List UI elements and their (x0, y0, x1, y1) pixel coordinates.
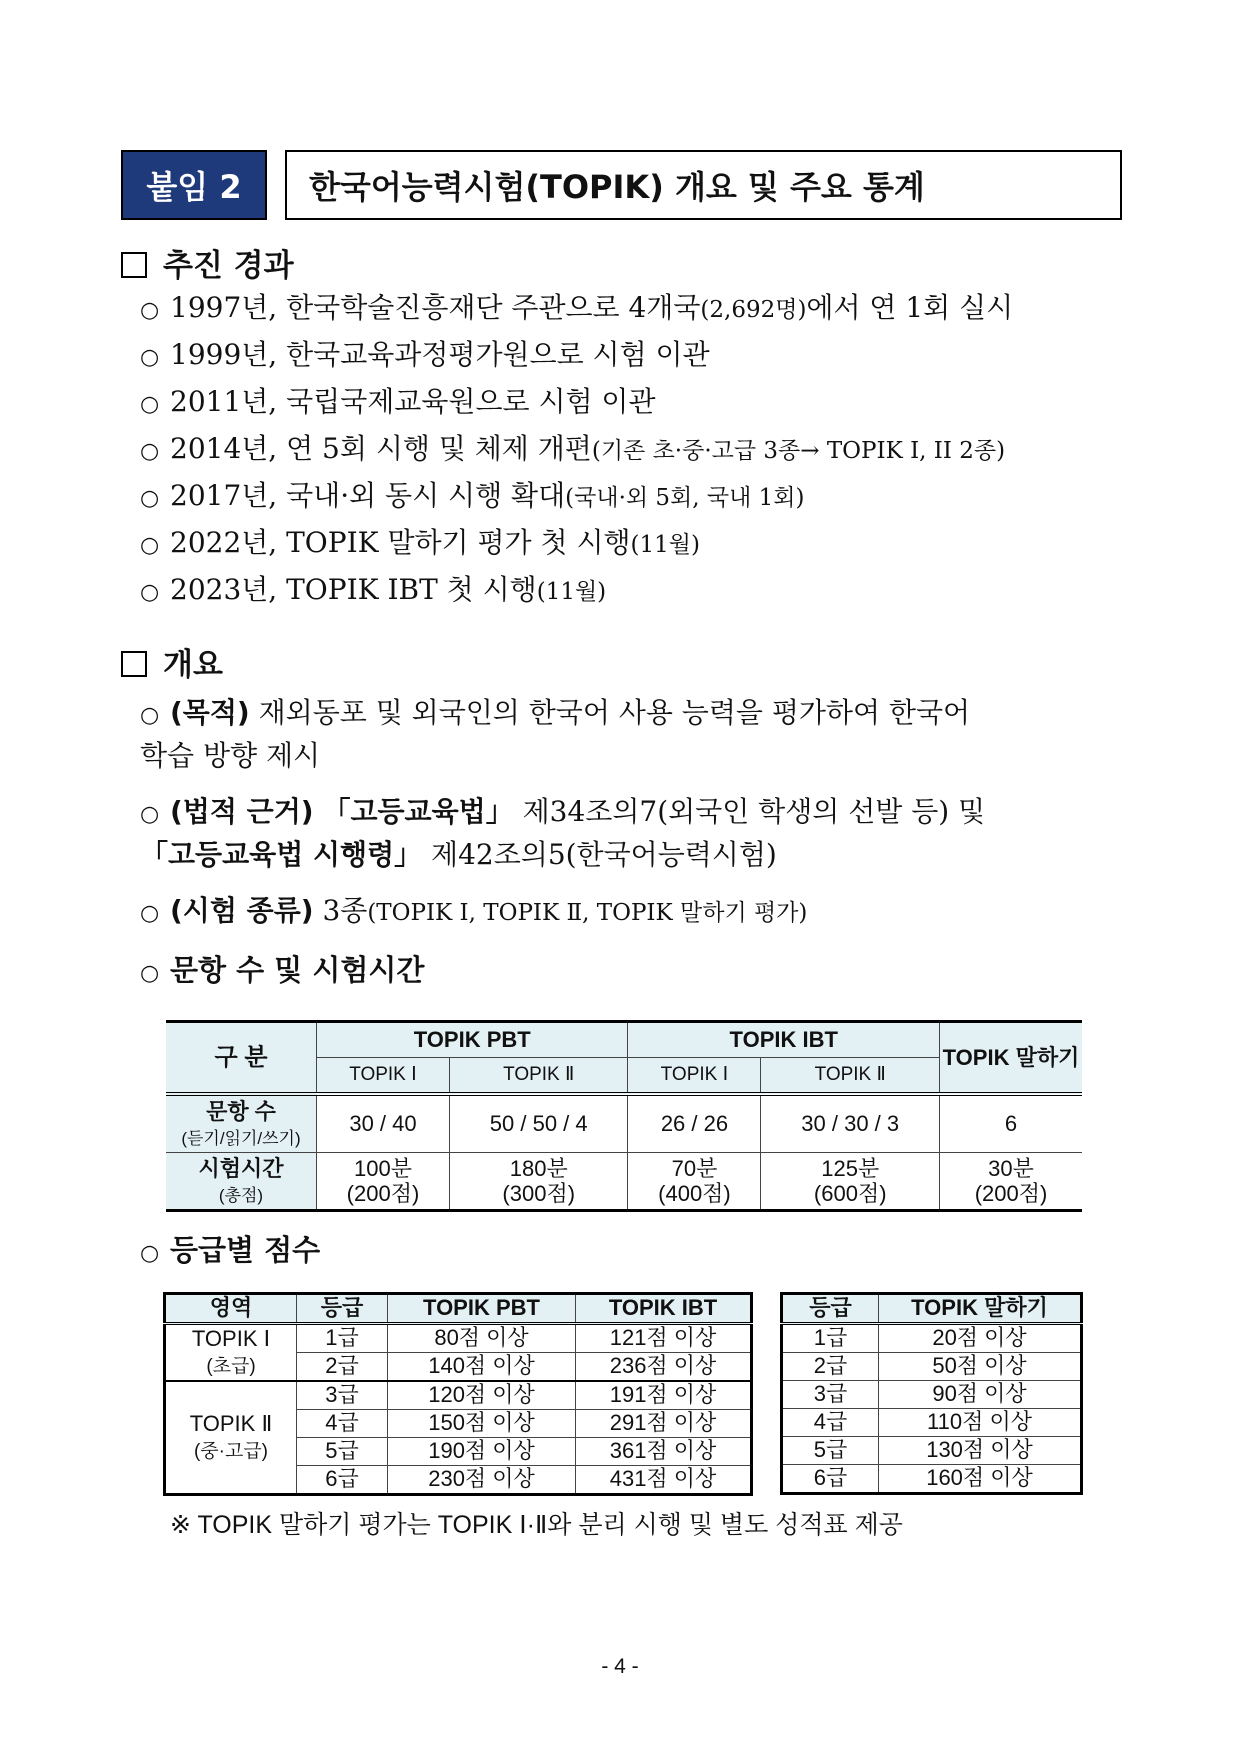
law-name: 「고등교육법 시행령」 (140, 838, 423, 871)
cell: 5급 (782, 1437, 879, 1465)
cell: 236점 이상 (576, 1353, 752, 1382)
cell: 2급 (782, 1353, 879, 1381)
text: 2022년, TOPIK 말하기 평가 첫 시행 (170, 526, 631, 559)
progress-item (140, 427, 1122, 474)
text: 2017년, 국내·외 동시 시행 확대 (170, 479, 566, 512)
bullet-icon: ○ (140, 439, 160, 464)
cell: 30 / 40 (317, 1094, 450, 1153)
area: TOPIK Ⅱ (189, 1410, 273, 1436)
bullet-icon: ○ (140, 580, 160, 605)
text: 재외동포 및 외국인의 한국어 사용 능력을 평가하여 한국어 (249, 696, 971, 729)
score: (300점) (502, 1181, 576, 1206)
questions-heading (140, 942, 1122, 1002)
progress-item (140, 474, 1122, 521)
sublabel: (듣기/읽기/쓰기) (181, 1129, 301, 1148)
section-heading-overview (121, 645, 1122, 685)
time: 180분 (509, 1155, 568, 1181)
legal-basis-cont (140, 835, 1122, 875)
bullet-icon: ○ (140, 392, 160, 417)
row-label-questions (166, 1094, 317, 1153)
bullet-icon: ○ (140, 533, 160, 558)
table-row (165, 1324, 752, 1353)
table-row (782, 1324, 1082, 1353)
questions-time-table (166, 1020, 1082, 1212)
cell: 20점 이상 (879, 1324, 1082, 1353)
purpose-item (140, 685, 1122, 784)
progress-item (140, 568, 1122, 615)
grades-heading (140, 1222, 1122, 1282)
grade-tables (163, 1292, 1122, 1496)
time: 30분 (988, 1155, 1034, 1181)
table-row (782, 1437, 1082, 1465)
text: 1997년, 한국학술진흥재단 주관으로 4개국 (170, 291, 701, 324)
section-heading-progress (121, 246, 1122, 286)
bullet-icon: ○ (140, 961, 160, 986)
progress-list (121, 286, 1122, 615)
cell: 90점 이상 (879, 1381, 1082, 1409)
cell: 50 / 50 / 4 (449, 1094, 628, 1153)
cell: 4급 (297, 1410, 388, 1438)
law-name: 「고등교육법」 (322, 795, 514, 828)
header-category: 구 분 (166, 1022, 317, 1095)
cell: 150점 이상 (388, 1410, 576, 1438)
table-row (782, 1353, 1082, 1381)
header: 등급 (782, 1294, 879, 1324)
cell: 140점 이상 (388, 1353, 576, 1382)
label: 시험시간 (198, 1155, 284, 1181)
cell: 191점 이상 (576, 1381, 752, 1410)
checkbox-square-icon (121, 651, 147, 677)
score: (400점) (658, 1181, 731, 1206)
bullet-icon: ○ (140, 802, 160, 827)
cell: 1급 (297, 1324, 388, 1353)
legal-basis-item (140, 784, 1122, 883)
cell: 3급 (782, 1381, 879, 1409)
cell: 3급 (297, 1381, 388, 1410)
score: (200점) (974, 1181, 1048, 1206)
header-pbt: TOPIK PBT (317, 1022, 628, 1058)
header-ibt: TOPIK IBT (628, 1022, 940, 1058)
detail: (TOPIK Ⅰ, TOPIK Ⅱ, TOPIK 말하기 평가) (367, 900, 808, 926)
cell (761, 1153, 940, 1211)
detail: (기존 초·중·고급 3종→ TOPIK I, II 2종) (591, 438, 1006, 464)
cell: 291점 이상 (576, 1410, 752, 1438)
cell: 50점 이상 (879, 1353, 1082, 1381)
text: 문항 수 및 시험시간 (170, 953, 425, 987)
time: 70분 (671, 1155, 718, 1181)
label: (법적 근거) (170, 795, 314, 828)
label: (목적) (170, 696, 250, 729)
text: 제34조의7(외국인 학생의 선발 등) 및 (513, 795, 986, 828)
subheader: TOPIK Ⅰ (317, 1058, 450, 1095)
area-cell (165, 1381, 297, 1495)
progress-item (140, 333, 1122, 380)
cell (628, 1153, 761, 1211)
header (121, 150, 1122, 220)
progress-item (140, 286, 1122, 333)
page-number: - 4 - (601, 1655, 639, 1678)
cell: 5급 (297, 1438, 388, 1466)
text: 등급별 점수 (170, 1233, 321, 1267)
cell: 120점 이상 (388, 1381, 576, 1410)
bullet-icon: ○ (140, 703, 160, 728)
text: 2023년, TOPIK IBT 첫 시행 (170, 573, 537, 606)
cell: 110점 이상 (879, 1409, 1082, 1437)
text: 2011년, 국립국제교육원으로 시험 이관 (170, 385, 656, 418)
table-row (782, 1381, 1082, 1409)
purpose-item-cont: 학습 방향 제시 (140, 739, 321, 772)
cell: 6 (940, 1094, 1083, 1153)
label: 문항 수 (206, 1098, 276, 1124)
label: (시험 종류) (170, 894, 314, 927)
grade-score-table (163, 1292, 753, 1496)
subheader: TOPIK Ⅰ (628, 1058, 761, 1095)
text: 1999년, 한국교육과정평가원으로 시험 이관 (170, 338, 710, 371)
text: 3종 (313, 894, 368, 927)
attachment-tag: 붙임 2 (121, 150, 267, 220)
time: 125분 (821, 1155, 880, 1181)
page-title: 한국어능력시험(TOPIK) 개요 및 주요 통계 (285, 150, 1122, 220)
cell: 30 / 30 / 3 (761, 1094, 940, 1153)
detail: (국내·외 5회, 국내 1회) (565, 485, 805, 511)
cell (317, 1153, 450, 1211)
time: 100분 (353, 1155, 412, 1181)
cell: 130점 이상 (879, 1437, 1082, 1465)
bullet-icon: ○ (140, 486, 160, 511)
subheader: TOPIK Ⅱ (449, 1058, 628, 1095)
bullet-icon: ○ (140, 298, 160, 323)
exam-types-item (140, 883, 1122, 942)
progress-item (140, 380, 1122, 427)
cell: 6급 (297, 1466, 388, 1495)
cell: 431점 이상 (576, 1466, 752, 1495)
cell: 1급 (782, 1324, 879, 1353)
score: (200점) (346, 1181, 420, 1206)
detail: (2,692명) (700, 297, 807, 323)
header: TOPIK PBT (388, 1294, 576, 1324)
text: 2014년, 연 5회 시행 및 체제 개편 (170, 432, 592, 465)
cell (940, 1153, 1083, 1211)
header: 등급 (297, 1294, 388, 1324)
subheader: TOPIK Ⅱ (761, 1058, 940, 1095)
cell (449, 1153, 628, 1211)
score: (600점) (813, 1181, 887, 1206)
speaking-grade-table (780, 1292, 1083, 1495)
table-row (782, 1465, 1082, 1494)
cell: 26 / 26 (628, 1094, 761, 1153)
cell: 2급 (297, 1353, 388, 1382)
text-tail: 에서 연 1회 실시 (806, 291, 1014, 324)
area: TOPIK Ⅰ (191, 1325, 271, 1351)
footnote: ※ TOPIK 말하기 평가는 TOPIK Ⅰ·Ⅱ와 분리 시행 및 별도 성적표 제공 (170, 1511, 903, 1539)
header: 영역 (165, 1294, 297, 1324)
table-row (165, 1381, 752, 1410)
cell: 80점 이상 (388, 1324, 576, 1353)
cell: 121점 이상 (576, 1324, 752, 1353)
bullet-icon: ○ (140, 901, 160, 926)
text: 제42조의5(한국어능력시험) (422, 838, 777, 871)
sublabel: (총점) (218, 1186, 264, 1205)
cell: 4급 (782, 1409, 879, 1437)
progress-item (140, 521, 1122, 568)
area-sub: (중·고급) (193, 1441, 269, 1463)
header-speaking: TOPIK 말하기 (940, 1022, 1083, 1095)
table-row (782, 1409, 1082, 1437)
cell: 361점 이상 (576, 1438, 752, 1466)
checkbox-square-icon (121, 252, 147, 278)
detail: (11월) (536, 579, 607, 605)
cell: 230점 이상 (388, 1466, 576, 1495)
cell: 160점 이상 (879, 1465, 1082, 1494)
bullet-icon: ○ (140, 345, 160, 370)
cell: 190점 이상 (388, 1438, 576, 1466)
header: TOPIK IBT (576, 1294, 752, 1324)
area-cell (165, 1324, 297, 1382)
cell: 6급 (782, 1465, 879, 1494)
row-label-time (166, 1153, 317, 1211)
section-title: 개요 (163, 647, 223, 683)
section-title: 추진 경과 (163, 248, 294, 284)
area-sub: (초급) (206, 1356, 256, 1378)
header: TOPIK 말하기 (879, 1294, 1082, 1324)
detail: (11월) (630, 532, 700, 558)
bullet-icon: ○ (140, 1241, 160, 1266)
